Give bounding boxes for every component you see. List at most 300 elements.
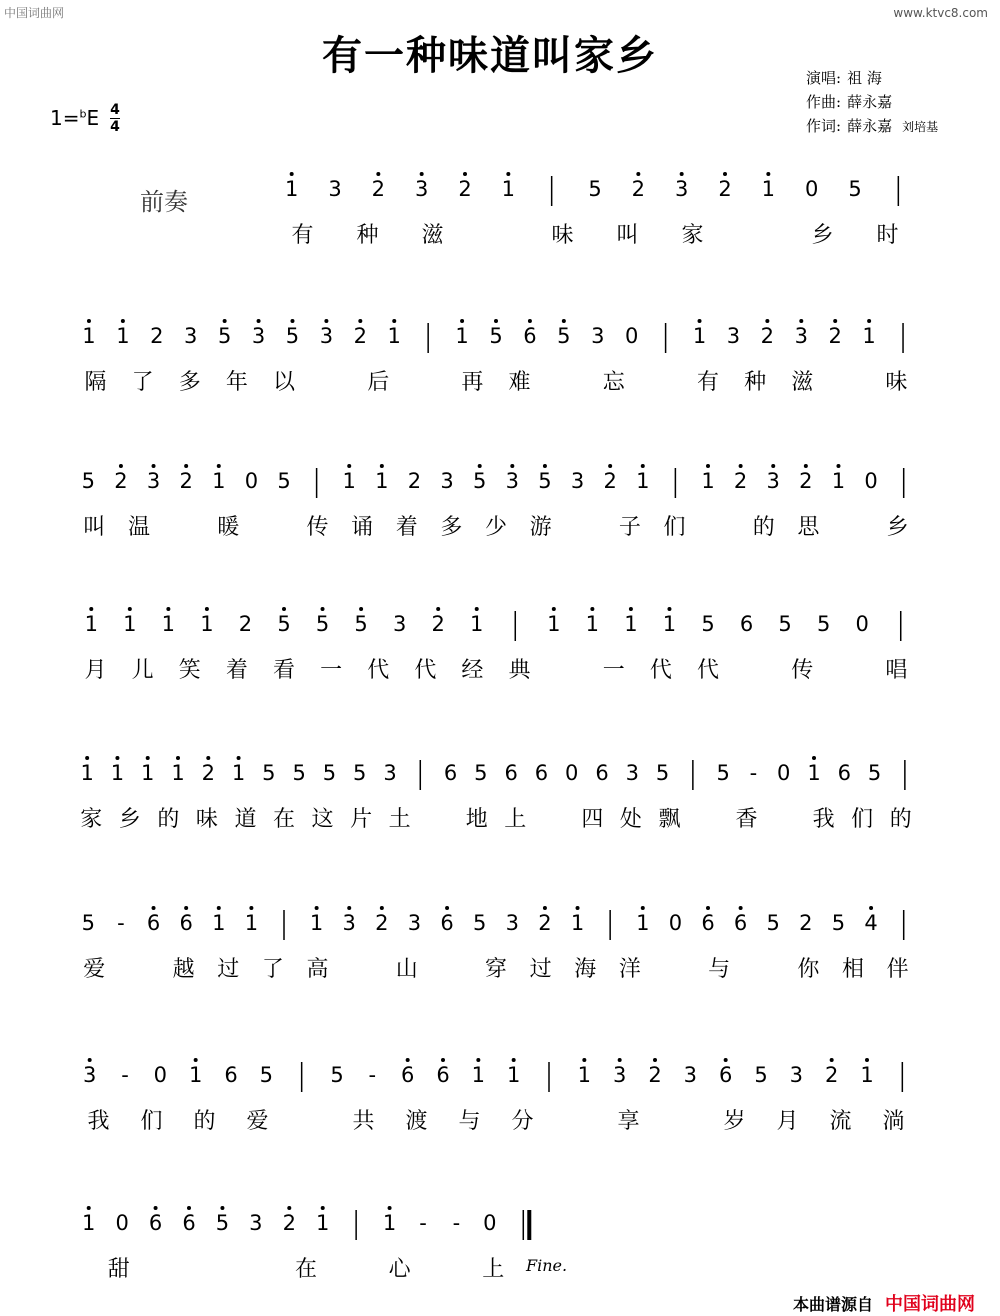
intro-label: 前奏	[140, 188, 188, 216]
note: 6	[837, 761, 851, 785]
octave-dot	[667, 607, 671, 611]
note: 1	[82, 1211, 96, 1235]
song-title: 有一种味道叫家乡	[322, 32, 658, 79]
fine-mark: Fine.	[526, 1256, 568, 1275]
octave-dot	[680, 172, 684, 176]
octave-dot	[830, 1058, 834, 1062]
note: 5	[285, 324, 300, 348]
note: 3	[383, 761, 397, 785]
octave-dot	[641, 464, 645, 468]
note: -	[452, 1211, 461, 1235]
note: 6	[179, 911, 193, 935]
note: 0	[864, 469, 878, 493]
octave-dot	[121, 319, 125, 323]
note: 6	[733, 911, 748, 935]
source-footer: 本曲谱源自 中国词曲网	[793, 1294, 976, 1315]
note: 5	[701, 612, 715, 636]
note: 2	[799, 469, 813, 493]
lyric-char: 代	[696, 658, 720, 683]
lyric-char: 叫	[83, 515, 106, 540]
note: 1	[342, 469, 356, 493]
note: 1	[471, 1063, 486, 1087]
note: 3	[392, 612, 407, 636]
octave-dot	[115, 756, 119, 760]
note: 1	[200, 612, 214, 636]
octave-dot	[494, 319, 498, 323]
octave-dot	[723, 172, 727, 176]
lyric-char: 唱	[885, 658, 908, 683]
lyric-char: 年	[225, 370, 248, 395]
octave-dot	[223, 319, 227, 323]
octave-dot	[653, 1058, 657, 1062]
note: 5	[474, 761, 488, 785]
octave-dot	[441, 1058, 445, 1062]
octave-dot	[590, 607, 594, 611]
octave-dot	[445, 906, 449, 910]
lyric-char: 越	[172, 957, 195, 982]
octave-dot	[324, 319, 328, 323]
note: 1	[316, 1211, 330, 1235]
note: 6	[224, 1063, 238, 1087]
lyric-char: 月	[84, 658, 107, 683]
octave-dot	[152, 906, 156, 910]
lyric-char: 飘	[658, 807, 681, 832]
octave-dot	[347, 464, 351, 468]
lyric-char: 们	[851, 807, 874, 832]
note: 5	[215, 1211, 230, 1235]
lyric-char: 传	[791, 658, 814, 683]
lyric-char: 多	[440, 515, 463, 540]
note: -	[117, 911, 125, 935]
lyric-char: 分	[511, 1109, 534, 1134]
note: 3	[726, 324, 741, 348]
note: 6	[182, 1211, 196, 1235]
octave-dot	[528, 319, 532, 323]
note: 6	[146, 911, 161, 935]
octave-dot	[836, 464, 840, 468]
note: 2	[648, 1063, 662, 1087]
lyric-char: 月	[776, 1109, 799, 1134]
octave-dot	[506, 172, 510, 176]
lyric-char: 在	[272, 807, 296, 832]
note: 1	[284, 177, 299, 201]
octave-dot	[463, 172, 467, 176]
octave-dot	[206, 756, 210, 760]
lyric-char: 儿	[131, 658, 154, 683]
octave-dot	[380, 464, 384, 468]
lyric-char: 四	[581, 807, 604, 832]
note: 1	[309, 911, 324, 935]
note: 3	[82, 1063, 97, 1087]
note: 5	[354, 612, 368, 636]
octave-dot	[869, 906, 873, 910]
note: 3	[414, 177, 429, 201]
note: -	[368, 1063, 377, 1087]
note: 1	[387, 324, 401, 348]
lyric-char: 了	[131, 370, 154, 395]
note: 1	[761, 177, 776, 201]
note: 2	[371, 177, 386, 201]
lyric-char: 有	[291, 223, 314, 248]
lyric-char: 有	[696, 370, 720, 395]
lyric-char: 忘	[602, 370, 625, 395]
note: 3	[328, 177, 342, 201]
octave-dot	[287, 1206, 291, 1210]
lyric-char: 隔	[84, 370, 107, 395]
lyric-char: 心	[388, 1257, 411, 1282]
note: 2	[353, 324, 368, 348]
octave-dot	[87, 319, 91, 323]
lyric-char: 过	[529, 957, 552, 982]
lyric-char: 爱	[246, 1109, 269, 1134]
lyric-char: 穿	[484, 957, 508, 982]
lyric-char: 后	[367, 370, 390, 395]
lyric-char: 再	[461, 370, 484, 395]
octave-dot	[176, 756, 180, 760]
lyric-char: 一	[602, 658, 625, 683]
note: 2	[828, 324, 842, 348]
watermark-left: 中国词曲网	[4, 6, 65, 20]
note: 6	[440, 911, 454, 935]
lyric-char: 家	[681, 223, 704, 248]
lyric-char: 高	[306, 957, 329, 982]
lyric-char: 经	[461, 658, 484, 683]
note: 1	[212, 911, 226, 935]
lyric-char: 爱	[83, 957, 106, 982]
lyric-char: 上	[482, 1257, 505, 1282]
octave-dot	[358, 319, 362, 323]
octave-dot	[217, 906, 221, 910]
octave-dot	[510, 464, 514, 468]
lyric-char: 看	[272, 658, 296, 683]
note: 3	[184, 324, 198, 348]
note: 5	[655, 761, 670, 785]
note: 1	[84, 612, 98, 636]
lyric-char: 乡	[811, 223, 834, 248]
octave-dot	[220, 1206, 224, 1210]
lyric-char: 与	[458, 1109, 481, 1134]
note: 0	[115, 1211, 129, 1235]
note: 2	[603, 469, 617, 493]
note: 1	[831, 469, 846, 493]
note: 5	[716, 761, 730, 785]
note: 1	[231, 761, 246, 785]
note: 1	[80, 761, 94, 785]
octave-dot	[321, 607, 325, 611]
octave-dot	[88, 1058, 92, 1062]
note: 5	[831, 911, 846, 935]
note: 6	[436, 1063, 450, 1087]
note: 2	[282, 1211, 296, 1235]
note: 3	[440, 469, 454, 493]
watermark-right: www.ktvc8.com	[893, 6, 988, 20]
note: 1	[585, 612, 600, 636]
octave-dot	[543, 464, 547, 468]
note: 0	[565, 761, 579, 785]
octave-dot	[739, 906, 743, 910]
note: 2	[799, 911, 813, 935]
note: 1	[506, 1063, 521, 1087]
note: 1	[110, 761, 125, 785]
lyric-char: 土	[388, 807, 411, 832]
note: 5	[217, 324, 232, 348]
octave-dot	[85, 756, 89, 760]
note: 5	[315, 612, 330, 636]
note: 6	[400, 1063, 415, 1087]
lyric-char: 淌	[882, 1109, 905, 1134]
lyric-char: 传	[306, 515, 329, 540]
note: 1	[577, 1063, 592, 1087]
octave-dot	[290, 319, 294, 323]
lyric-char: 你	[797, 957, 820, 982]
note: 3	[625, 761, 639, 785]
note: 1	[244, 911, 259, 935]
lyric-char: 难	[508, 370, 531, 395]
octave-dot	[205, 607, 209, 611]
octave-dot	[812, 756, 816, 760]
note: 0	[855, 612, 869, 636]
note: 5	[754, 1063, 768, 1087]
note: 0	[483, 1211, 497, 1235]
lyric-char: 种	[356, 223, 379, 248]
octave-dot	[629, 607, 633, 611]
lyric-char: 少	[484, 515, 508, 540]
note: 1	[171, 761, 185, 785]
note: 6	[443, 761, 458, 785]
lyric-char: 代	[367, 658, 390, 683]
note: 0	[153, 1063, 168, 1087]
note: 6	[534, 761, 549, 785]
lyric-char: 游	[529, 515, 552, 540]
note: 5	[538, 469, 552, 493]
note: 2	[718, 177, 732, 201]
note: 3	[794, 324, 808, 348]
note: 3	[591, 324, 605, 348]
note: 5	[816, 612, 831, 636]
note: 3	[249, 1211, 263, 1235]
lyric-char: 流	[829, 1109, 852, 1134]
note: 5	[778, 612, 792, 636]
note: 3	[146, 469, 161, 493]
note: 5	[473, 469, 487, 493]
note: 5	[292, 761, 306, 785]
lyric-char: 代	[414, 658, 437, 683]
note: 2	[631, 177, 646, 201]
note: 1	[636, 469, 650, 493]
lyric-char: 代	[649, 658, 672, 683]
lyric-char: 时	[876, 223, 899, 248]
note: 2	[238, 612, 253, 636]
octave-dot	[582, 1058, 586, 1062]
lyric-char: 香	[735, 807, 758, 832]
octave-dot	[804, 464, 808, 468]
note: 2	[179, 469, 193, 493]
octave-dot	[194, 1058, 198, 1062]
octave-dot	[388, 1206, 392, 1210]
note: 5	[588, 177, 602, 201]
lyric-char: 岁	[723, 1109, 746, 1134]
note: 5	[259, 1063, 274, 1087]
lyric-char: 洋	[618, 957, 641, 982]
octave-dot	[543, 906, 547, 910]
note: 1	[701, 469, 715, 493]
note: -	[419, 1211, 427, 1235]
note: 6	[148, 1211, 163, 1235]
octave-dot	[766, 172, 770, 176]
key-signature: 1=$^b$E	[50, 106, 100, 130]
octave-dot	[436, 607, 440, 611]
note: 5	[262, 761, 276, 785]
octave-dot	[184, 464, 188, 468]
note: -	[749, 761, 758, 785]
lyric-char: 滋	[791, 370, 814, 395]
credit-lyricist: 作词: 薛永嘉 刘培基	[806, 117, 939, 135]
lyric-char: 暖	[217, 515, 240, 540]
lyric-char: 的	[752, 515, 775, 540]
lyric-char: 家	[80, 807, 103, 832]
octave-dot	[152, 464, 156, 468]
lyric-char: 思	[797, 515, 820, 540]
octave-dot	[376, 172, 380, 176]
note: 5	[277, 469, 291, 493]
note: 5	[353, 761, 367, 785]
note: 1	[636, 911, 650, 935]
octave-dot	[282, 607, 286, 611]
note: 1	[455, 324, 469, 348]
octave-dot	[475, 607, 479, 611]
note: 1	[188, 1063, 203, 1087]
note: 5	[322, 761, 337, 785]
time-signature: 4 4	[110, 102, 120, 135]
lyric-char: 的	[157, 807, 180, 832]
note: 2	[458, 177, 472, 201]
note: 1	[82, 324, 96, 348]
lyric-char: 乡	[886, 515, 909, 540]
lyric-char: 们	[663, 515, 686, 540]
octave-dot	[706, 906, 710, 910]
lyric-char: 典	[508, 658, 531, 683]
octave-dot	[641, 906, 645, 910]
octave-dot	[119, 464, 123, 468]
lyric-char: 我	[812, 807, 835, 832]
note: 6	[504, 761, 518, 785]
note: 3	[505, 911, 519, 935]
lyric-char: 叫	[616, 223, 639, 248]
note: 4	[864, 911, 878, 935]
octave-dot	[237, 756, 241, 760]
credit-singer: 演唱: 祖 海	[806, 69, 882, 87]
octave-dot	[698, 319, 702, 323]
note: 2	[431, 612, 445, 636]
octave-dot	[562, 319, 566, 323]
note: 1	[382, 1211, 397, 1235]
octave-dot	[347, 906, 351, 910]
octave-dot	[146, 756, 150, 760]
octave-dot	[128, 607, 132, 611]
note: 0	[804, 177, 819, 201]
note: 1	[123, 612, 137, 636]
octave-dot	[576, 906, 580, 910]
lyric-char: 渡	[405, 1109, 428, 1134]
lyric-char: 享	[617, 1109, 640, 1134]
note: 3	[683, 1063, 698, 1087]
lyric-char: 过	[217, 957, 240, 982]
note: 5	[81, 911, 95, 935]
lyric-char: 相	[842, 957, 865, 982]
lyric-char: 海	[574, 957, 597, 982]
note: 3	[612, 1063, 627, 1087]
lyric-char: 了	[261, 957, 284, 982]
lyric-char: 温	[127, 515, 150, 540]
octave-dot	[315, 906, 319, 910]
lyric-char: 诵	[351, 515, 374, 540]
note: 0	[244, 469, 259, 493]
octave-dot	[359, 607, 363, 611]
note: -	[121, 1063, 129, 1087]
octave-dot	[187, 1206, 191, 1210]
note: 3	[570, 469, 585, 493]
note: 2	[733, 469, 748, 493]
octave-dot	[618, 1058, 622, 1062]
note: 5	[81, 469, 95, 493]
lyric-char: 地	[465, 807, 488, 832]
lyric-char: 伴	[886, 957, 909, 982]
octave-dot	[290, 172, 294, 176]
octave-dot	[184, 906, 188, 910]
octave-dot	[87, 1206, 91, 1210]
lyric-char: 片	[350, 807, 373, 832]
octave-dot	[166, 607, 170, 611]
octave-dot	[799, 319, 803, 323]
note: 2	[201, 761, 215, 785]
octave-dot	[89, 607, 93, 611]
lyric-char: 着	[395, 515, 418, 540]
lyric-char: 的	[889, 807, 912, 832]
lyric-char: 甜	[107, 1257, 130, 1282]
lyric-char: 种	[744, 370, 767, 395]
octave-dot	[771, 464, 775, 468]
octave-dot	[420, 172, 424, 176]
note: 2	[538, 911, 552, 935]
note: 1	[662, 612, 677, 636]
octave-dot	[154, 1206, 158, 1210]
lyric-char: 一	[320, 658, 343, 683]
note: 2	[150, 324, 164, 348]
lyric-char: 这	[311, 807, 334, 832]
lyric-char: 与	[708, 957, 731, 982]
octave-dot	[406, 1058, 410, 1062]
note: 5	[557, 324, 571, 348]
lyric-char: 我	[87, 1109, 110, 1134]
note: 6	[718, 1063, 733, 1087]
note: 1	[212, 469, 226, 493]
note: 5	[766, 911, 780, 935]
note: 1	[470, 612, 484, 636]
lyric-char: 处	[619, 807, 642, 832]
note: 1	[860, 1063, 874, 1087]
lyric-char: 山	[395, 957, 418, 982]
note: 3	[674, 177, 689, 201]
lyric-char: 味	[551, 223, 574, 248]
credit-composer: 作曲: 薛永嘉	[806, 93, 893, 111]
octave-dot	[478, 464, 482, 468]
note: 1	[375, 469, 389, 493]
note: 1	[862, 324, 876, 348]
note: 1	[624, 612, 638, 636]
lyric-char: 子	[618, 515, 641, 540]
lyric-char: 多	[178, 370, 201, 395]
note: 3	[342, 911, 356, 935]
